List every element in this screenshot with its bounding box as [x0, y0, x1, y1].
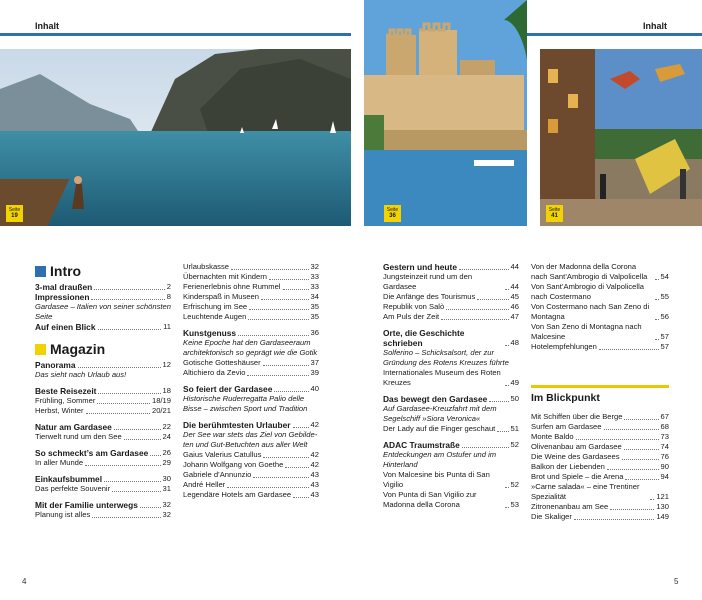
- toc-entry[interactable]: Altichiero da Zevio 39: [183, 368, 319, 377]
- header-rule-right: [527, 33, 702, 36]
- toc-entry[interactable]: Tierwelt rund um den See 24: [35, 432, 171, 441]
- photo-scaliger-castle: [364, 0, 527, 226]
- toc-entry[interactable]: Beste Reisezeit 18: [35, 386, 171, 396]
- header-rule-left: [0, 33, 351, 36]
- toc-entry[interactable]: Panorama 12: [35, 360, 171, 370]
- toc-entry[interactable]: Die Anfänge des Tourismus 45: [383, 292, 519, 301]
- toc-entry[interactable]: Von San Zeno di Montagna nach Malcesine 57: [531, 322, 669, 341]
- toc-entry[interactable]: So schmeckt’s am Gardasee 26: [35, 448, 171, 458]
- toc-entry[interactable]: Urlaubskasse 32: [183, 262, 319, 271]
- toc-entry[interactable]: Herbst, Winter 20/21: [35, 406, 171, 415]
- toc-subtitle: Historische Ruderregatta Palio delle Bisse – zwischen Sport und Tradition: [183, 394, 308, 413]
- toc-entry[interactable]: Die berühmtesten Urlauber 42: [183, 420, 319, 430]
- toc-entry[interactable]: Gabriele d’Annunzio 43: [183, 470, 319, 479]
- blickpunkt-heading: Im Blickpunkt: [531, 392, 600, 404]
- toc-entry[interactable]: Legendäre Hotels am Gardasee 43: [183, 490, 319, 499]
- page-tag-number: 41: [551, 213, 558, 219]
- section-magazin-title: Magazin: [50, 341, 106, 357]
- toc-entry[interactable]: Gotische Gotteshäuser 37: [183, 358, 319, 367]
- festival-illustration: [540, 49, 702, 226]
- toc-column-1: [35, 262, 171, 520]
- toc-entry[interactable]: André Heller 43: [183, 480, 319, 489]
- toc-entry[interactable]: Ferienerlebnis ohne Rummel 33: [183, 282, 319, 291]
- toc-entry[interactable]: So feiert der Gardasee 40: [183, 384, 319, 394]
- toc-subtitle: Gardasee – Italien von seiner schönsten Seite: [35, 302, 171, 321]
- toc-entry[interactable]: Auf einen Blick 11: [35, 322, 171, 332]
- toc-entry[interactable]: Orte, die Geschichte schrieben 48: [383, 328, 519, 348]
- page-tag-number: 19: [11, 213, 18, 219]
- castle-illustration: [364, 0, 527, 226]
- toc-entry[interactable]: Die Skaliger 149: [531, 512, 669, 521]
- lake-illustration: [0, 49, 351, 226]
- page-tag-number: 36: [389, 213, 396, 219]
- toc-entry[interactable]: Übernachten mit Kindern 33: [183, 272, 319, 281]
- header-left-title: Inhalt: [35, 21, 59, 31]
- toc-entry[interactable]: Monte Baldo 73: [531, 432, 669, 441]
- toc-entry[interactable]: Planung ist alles 32: [35, 510, 171, 519]
- toc-column-2: [183, 262, 319, 500]
- page-tag-label: Seite: [386, 207, 399, 213]
- toc-entry[interactable]: Republik von Salò 46: [383, 302, 519, 311]
- toc-entry[interactable]: Erfrischung im See 35: [183, 302, 319, 311]
- toc-entry[interactable]: Gaius Valerius Catullus 42: [183, 450, 319, 459]
- toc-subtitle: Solferino – Schicksalsort, der zur Gründung des Rotens Kreuzes führte: [383, 348, 509, 367]
- toc-entry[interactable]: Internationales Museum des Roten Kreuzes 49: [383, 368, 519, 387]
- blickpunkt-box: [531, 385, 669, 522]
- toc-entry[interactable]: Von Sant’Ambrogio di Valpolicella nach Costermano 55: [531, 282, 669, 301]
- toc-subtitle: Das sieht nach Urlaub aus!: [35, 370, 127, 379]
- toc-entry[interactable]: 3-mal draußen 2: [35, 282, 171, 292]
- toc-entry[interactable]: Brot und Spiele – die Arena 94: [531, 472, 669, 481]
- toc-entry[interactable]: Johann Wolfgang von Goethe 42: [183, 460, 319, 469]
- toc-subtitle: Entdeckungen am Ostufer und im Hinterland: [383, 450, 497, 469]
- blickpunkt-list: [531, 412, 669, 522]
- toc-entry[interactable]: Das bewegt den Gardasee 50: [383, 394, 519, 404]
- page-tag: [384, 205, 401, 222]
- yellow-square-icon: [35, 344, 46, 355]
- page-tag: [546, 205, 563, 222]
- toc-subtitle: Auf Gardasee-Kreuzfahrt mit dem Segelschiff »Siora Veronica«: [383, 404, 497, 423]
- toc-entry[interactable]: Leuchtende Augen 35: [183, 312, 319, 321]
- page-tag: [6, 205, 23, 222]
- toc-entry[interactable]: Von der Madonna della Corona nach Sant’Ambrogio di Valpolicella 54: [531, 262, 669, 281]
- section-intro-title: Intro: [50, 263, 82, 279]
- toc-entry[interactable]: Von Malcesine bis Punta di San Vigilio 52: [383, 470, 519, 489]
- page-number-right: 5: [674, 577, 679, 586]
- toc-entry[interactable]: Olivenanbau am Gardasee 74: [531, 442, 669, 451]
- toc-subtitle: Keine Epoche hat den Gardaseeraum architektonisch so geprägt wie die Gotik: [183, 338, 318, 357]
- page-tag-label: Seite: [8, 207, 21, 213]
- toc-entry[interactable]: Die Weine des Gardasees 76: [531, 452, 669, 461]
- toc-entry[interactable]: Balkon der Liebenden 90: [531, 462, 669, 471]
- blue-square-icon: [35, 266, 46, 277]
- photo-lake-garda: [0, 49, 351, 226]
- toc-subtitle: Der See war stets das Ziel von Gebildeten und Gut-Betuchten aus aller Welt: [183, 430, 318, 449]
- page-number-left: 4: [22, 577, 27, 586]
- toc-entry[interactable]: Gestern und heute 44: [383, 262, 519, 272]
- toc-column-4: [531, 262, 669, 352]
- toc-entry[interactable]: Surfen am Gardasee 68: [531, 422, 669, 431]
- toc-entry[interactable]: In aller Munde 29: [35, 458, 171, 467]
- toc-entry[interactable]: Mit Schiffen über die Berge 67: [531, 412, 669, 421]
- toc-entry[interactable]: Mit der Familie unterwegs 32: [35, 500, 171, 510]
- toc-entry[interactable]: Hotelempfehlungen 57: [531, 342, 669, 351]
- toc-entry[interactable]: Jungsteinzeit rund um den Gardasee 44: [383, 272, 519, 291]
- page-tag-label: Seite: [548, 207, 561, 213]
- toc-column-3: [383, 262, 519, 510]
- section-intro-heading: [35, 262, 171, 280]
- toc-entry[interactable]: Das perfekte Souvenir 31: [35, 484, 171, 493]
- header-right-title: Inhalt: [643, 21, 667, 31]
- toc-entry[interactable]: Einkaufsbummel 30: [35, 474, 171, 484]
- section-magazin-heading: [35, 340, 171, 358]
- toc-entry[interactable]: Impressionen 8: [35, 292, 171, 302]
- toc-entry[interactable]: ADAC Traumstraße 52: [383, 440, 519, 450]
- toc-entry[interactable]: Kinderspaß in Museen 34: [183, 292, 319, 301]
- toc-entry[interactable]: Am Puls der Zeit 47: [383, 312, 519, 321]
- toc-entry[interactable]: Der Lady auf die Finger geschaut 51: [383, 424, 519, 433]
- toc-entry[interactable]: »Carne salada« – eine Trentiner Spezialität 121: [531, 482, 669, 501]
- photo-festival-flags: [540, 49, 702, 226]
- toc-entry[interactable]: Zitronenanbau am See 130: [531, 502, 669, 511]
- toc-entry[interactable]: Natur am Gardasee 22: [35, 422, 171, 432]
- toc-entry[interactable]: Frühling, Sommer 18/19: [35, 396, 171, 405]
- toc-entry[interactable]: Kunstgenuss 36: [183, 328, 319, 338]
- toc-entry[interactable]: Von Punta di San Vigilio zur Madonna della Corona 53: [383, 490, 519, 509]
- toc-entry[interactable]: Von Costermano nach San Zeno di Montagna 56: [531, 302, 669, 321]
